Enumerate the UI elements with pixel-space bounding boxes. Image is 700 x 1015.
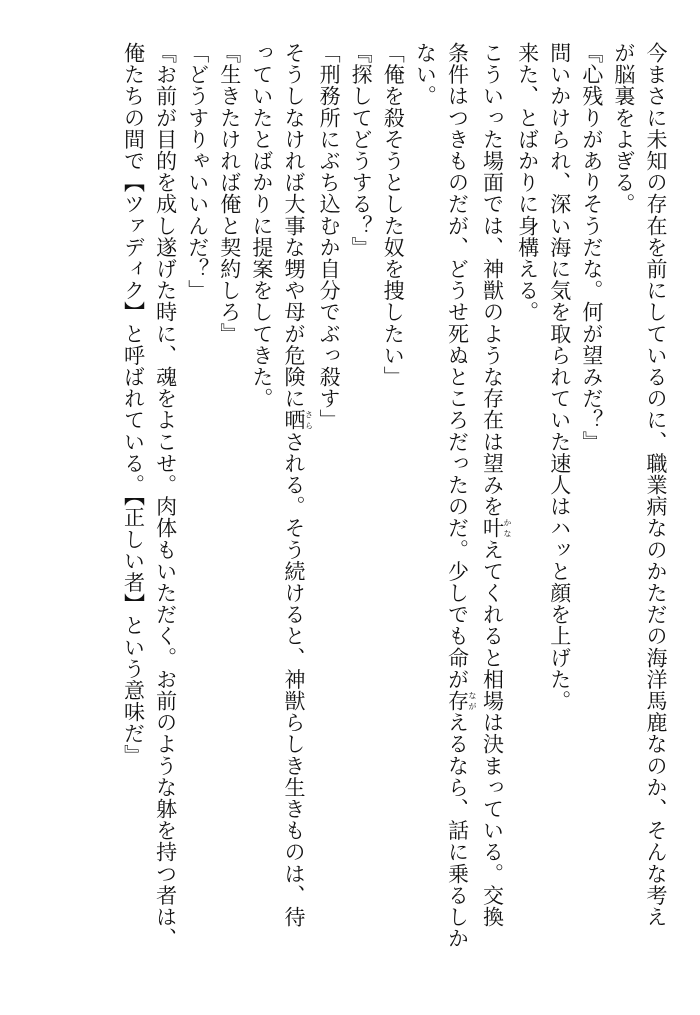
text-line-14: 『生きたければ俺と契約しろ』 (217, 42, 242, 345)
furigana-reading: かな (503, 517, 513, 539)
text-line-3: 『心残りがありそうだな。何が望みだ？』 (579, 42, 604, 453)
furigana-ruby: 叶かな (480, 517, 513, 539)
text-line-5: 来た、とばかりに身構える。 (515, 42, 540, 323)
text-line-10: 『探してどうする？』 (349, 42, 374, 258)
furigana-ruby: 存なが (445, 690, 477, 712)
text-line-8: ない。 (413, 42, 438, 107)
text-line-13: っていたとばかりに提案をしてきた。 (249, 42, 274, 410)
text-line-7: 条件はつきものだが、どうせ死ぬところだったのだ。少しでも命が存ながえるなら、話に乗るしか (445, 42, 477, 950)
text-line-2: が脳裏をよぎる。 (611, 42, 636, 215)
text-line-11: 「刑務所にぶち込むか自分でぶっ殺す」 (317, 42, 342, 431)
furigana-ruby: 晒さら (281, 409, 314, 431)
text-line-1: 今まさに未知の存在を前にしているのに、職業病なのかただの海洋馬鹿なのか、そんな考え (644, 42, 668, 928)
furigana-reading: なが (467, 690, 477, 712)
text-line-4: 問いかけられ、深い海に気を取られていた速人はハッと顔を上げた。 (547, 42, 572, 712)
text-line-6: こういった場面では、神獣のような存在は望みを叶かなえてくれると相場は決まっている。交換 (480, 42, 513, 928)
furigana-reading: さら (304, 409, 314, 431)
text-line-16: 『お前が目的を成し遂げた時に、魂をよこせ。肉体もいただく。お前のような躰を持つ者は、 (153, 42, 178, 950)
text-line-17: 俺たちの間で【ツァディク】と呼ばれている。【正しい者】という意味だ』 (121, 42, 146, 766)
text-line-15: 「どうすりゃいいんだ？」 (185, 42, 210, 302)
vertical-text-body (117, 42, 672, 992)
text-line-9: 「俺を殺そうとした奴を捜したい」 (381, 42, 406, 388)
text-line-12: そうしなければ大事な甥や母が危険に晒さらされる。そう続けると、神獣らしき生きものは、待 (281, 42, 314, 928)
